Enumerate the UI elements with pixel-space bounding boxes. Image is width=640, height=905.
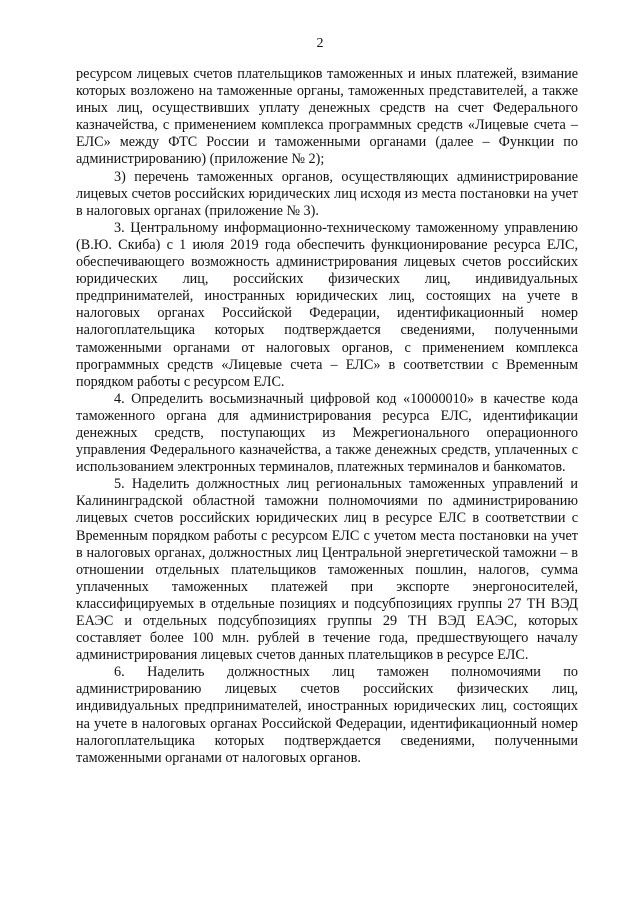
paragraph-item-3-list: 3) перечень таможенных органов, осуществляющих администрирование лицевых счетов российских юридических лиц исходя из места постановки на учет в налоговых органах (приложение № 3). [76, 168, 578, 219]
paragraph-continuation: ресурсом лицевых счетов плательщиков таможенных и иных платежей, взимание которых возложено на таможенные органы, таможенных представителей, а также иных лиц, осуществивших уплату денежных средств на счет Федерального казначейства, с применением комплекса программных средств «Лицевые счета – ЕЛС» между ФТС России и таможенными органами (далее – Функции по администрированию) (приложение № 2); [76, 66, 578, 168]
paragraph-item-4: 4. Определить восьмизначный цифровой код «10000010» в качестве кода таможенного органа для администрирования ресурса ЕЛС, идентификации денежных средств, поступающих из Межрегионального операционного управления Федерального казначейства, а также денежных средств, уплаченных с использованием электронных терминалов, платежных терминалов и банкоматов. [76, 390, 578, 476]
page-number: 2 [316, 36, 324, 51]
paragraph-item-3: 3. Центральному информационно-техническому таможенному управлению (В.Ю. Скиба) с 1 июля 2019 года обеспечить функционирование ресурса ЕЛС, обеспечивающего возможность администрирования лицевых счетов российских юридических лиц, российских физических лиц, индивидуальных предпринимателей, иностранных юридических лиц, состоящих на учете в налоговых органах Российской Федерации, идентификационный номер налогоплательщика которых подтверждается сведениями, полученными таможенными органами от налоговых органов, с применением комплекса программных средств «Лицевые счета – ЕЛС» в соответствии с Временным порядком работы с ресурсом ЕЛС. [76, 219, 578, 390]
document-body [76, 66, 578, 767]
paragraph-item-5: 5. Наделить должностных лиц региональных таможенных управлений и Калининградской областной таможни полномочиями по администрированию лицевых счетов российских юридических лиц в ресурсе ЕЛС в соответствии с Временным порядком работы с ресурсом ЕЛС с учетом места постановки на учет в налоговых органах, должностных лиц Центральной энергетической таможни – в отношении отдельных плательщиков таможенных пошлин, налогов, сумма уплаченных таможенных платежей при экспорте энергоносителей, классифицируемых в отдельные позициях и подсубпозициях группы 27 ТН ВЭД ЕАЭС и отдельных подсубпозициях группы 29 ТН ВЭД ЕАЭС, которых составляет более 100 млн. рублей в течение года, предшествующего началу администрирования лицевых счетов данных плательщиков в ресурсе ЕЛС. [76, 476, 578, 664]
paragraph-item-6: 6. Наделить должностных лиц таможен полномочиями по администрированию лицевых счетов российских физических лиц, индивидуальных предпринимателей, иностранных юридических лиц, состоящих на учете в налоговых органах Российской Федерации, идентификационный номер налогоплательщика которых подтверждается сведениями, полученными таможенными органами от налоговых органов. [76, 664, 578, 766]
